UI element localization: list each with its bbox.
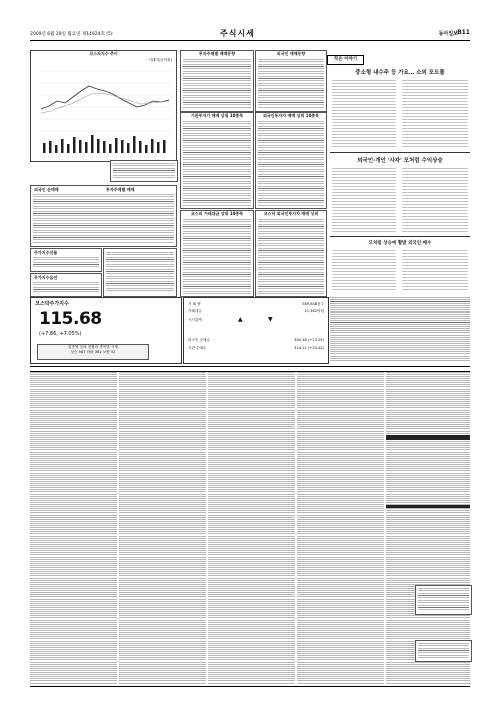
table-title: 외국인투자자 매매 상위 10종목 bbox=[262, 113, 320, 118]
stock-list-col bbox=[30, 372, 117, 684]
kosdaq-sub-box bbox=[37, 344, 149, 360]
article-text bbox=[402, 168, 468, 233]
article-text bbox=[332, 80, 396, 148]
right-table-2 bbox=[255, 112, 327, 209]
section-title: 주식시세 bbox=[220, 29, 255, 38]
footer-rule bbox=[30, 686, 470, 687]
table-title: 외국인 순매매 bbox=[34, 187, 59, 192]
issue-date: 2009년 6월 29일 월요일 제14924호 (5) bbox=[30, 32, 113, 37]
stock-list-col bbox=[208, 372, 295, 684]
page-header bbox=[30, 28, 470, 41]
column-badge: 작은 이야기 bbox=[327, 55, 364, 65]
market-row: 거래대금 21,362억원 bbox=[188, 309, 324, 313]
down-arrow-icon: ▼ bbox=[268, 316, 273, 323]
section-bar bbox=[386, 505, 470, 508]
article-headline-2: 외국인·개인 '사자' 모처럼 수익상승 bbox=[357, 158, 443, 164]
table-title: 투자주체별 매매동향 bbox=[198, 51, 236, 56]
market-summary-box bbox=[183, 297, 329, 364]
paper-name: 동아일보 bbox=[438, 31, 458, 37]
stock-list-col bbox=[297, 372, 384, 684]
options-table bbox=[30, 273, 102, 297]
up-arrow-icon: ▲ bbox=[238, 316, 243, 323]
market-row: 외국인 순매수 384.38 (+13.29) bbox=[188, 338, 324, 342]
right-table-1 bbox=[255, 50, 327, 112]
bottom-info-box bbox=[415, 640, 472, 662]
page-number: B11 bbox=[457, 29, 470, 36]
article-text bbox=[332, 250, 396, 292]
table-title: 주가지수선물 bbox=[34, 250, 58, 255]
candle-chart-graphic bbox=[31, 61, 176, 161]
chart-legend: 거래대금(억원) bbox=[148, 58, 172, 62]
table-title: 코스피 거래대금 상위 10종목 bbox=[190, 211, 244, 216]
market-row: 거 래 량 389,848천주 bbox=[188, 302, 324, 306]
right-table-3 bbox=[255, 210, 327, 297]
mid-table-1 bbox=[180, 50, 254, 112]
table-title: 외국인 매매동향 bbox=[276, 51, 306, 56]
index-chart bbox=[30, 50, 177, 162]
stock-list-top-right bbox=[330, 297, 470, 362]
chart-title: 코스피지수 추이 bbox=[89, 51, 118, 56]
bottom-info-box bbox=[415, 585, 472, 615]
table-title: 코스닥 외국인투자자 매매 상위 bbox=[263, 211, 319, 216]
section-bar bbox=[386, 435, 470, 440]
chart-summary-table bbox=[110, 160, 178, 182]
table-title: 주가지수옵션 bbox=[34, 275, 58, 280]
article-headline-3: 모처럼 상승에 활발 외국인 매수 bbox=[368, 241, 432, 246]
futures-table bbox=[30, 248, 102, 272]
article-text bbox=[332, 168, 396, 233]
article-text bbox=[402, 250, 468, 292]
table-title: 기관투자가 매매 상위 10종목 bbox=[190, 113, 244, 118]
table-title: 투자주체별 매매 bbox=[106, 187, 135, 192]
stock-list-col bbox=[119, 372, 206, 684]
sub-line: 상승 567 하락 362 보합 52 bbox=[70, 350, 116, 354]
foreign-trade-table bbox=[30, 185, 177, 247]
market-row: 시가총액 ▲ ▼ bbox=[188, 316, 273, 323]
market-row: 기관 순매수 314.11 (+33.42) bbox=[188, 346, 324, 350]
kosdaq-index-box bbox=[30, 297, 182, 364]
article-text bbox=[402, 80, 468, 148]
article-headline-1: 중소형 내수주 등 가요… 소외 포트폴 bbox=[355, 70, 445, 76]
kosdaq-value: 115.68 bbox=[39, 309, 102, 329]
mid-table-2 bbox=[180, 112, 254, 209]
stock-list-col bbox=[386, 372, 470, 684]
misc-table bbox=[103, 248, 177, 297]
mid-table-3 bbox=[180, 210, 254, 297]
kosdaq-change: (+7.86, +7.05%) bbox=[39, 331, 82, 337]
sub-line: 업종별 등락 현황과 종목별 시세 bbox=[68, 345, 118, 349]
kosdaq-title: 코스닥주가지수 bbox=[35, 301, 69, 307]
